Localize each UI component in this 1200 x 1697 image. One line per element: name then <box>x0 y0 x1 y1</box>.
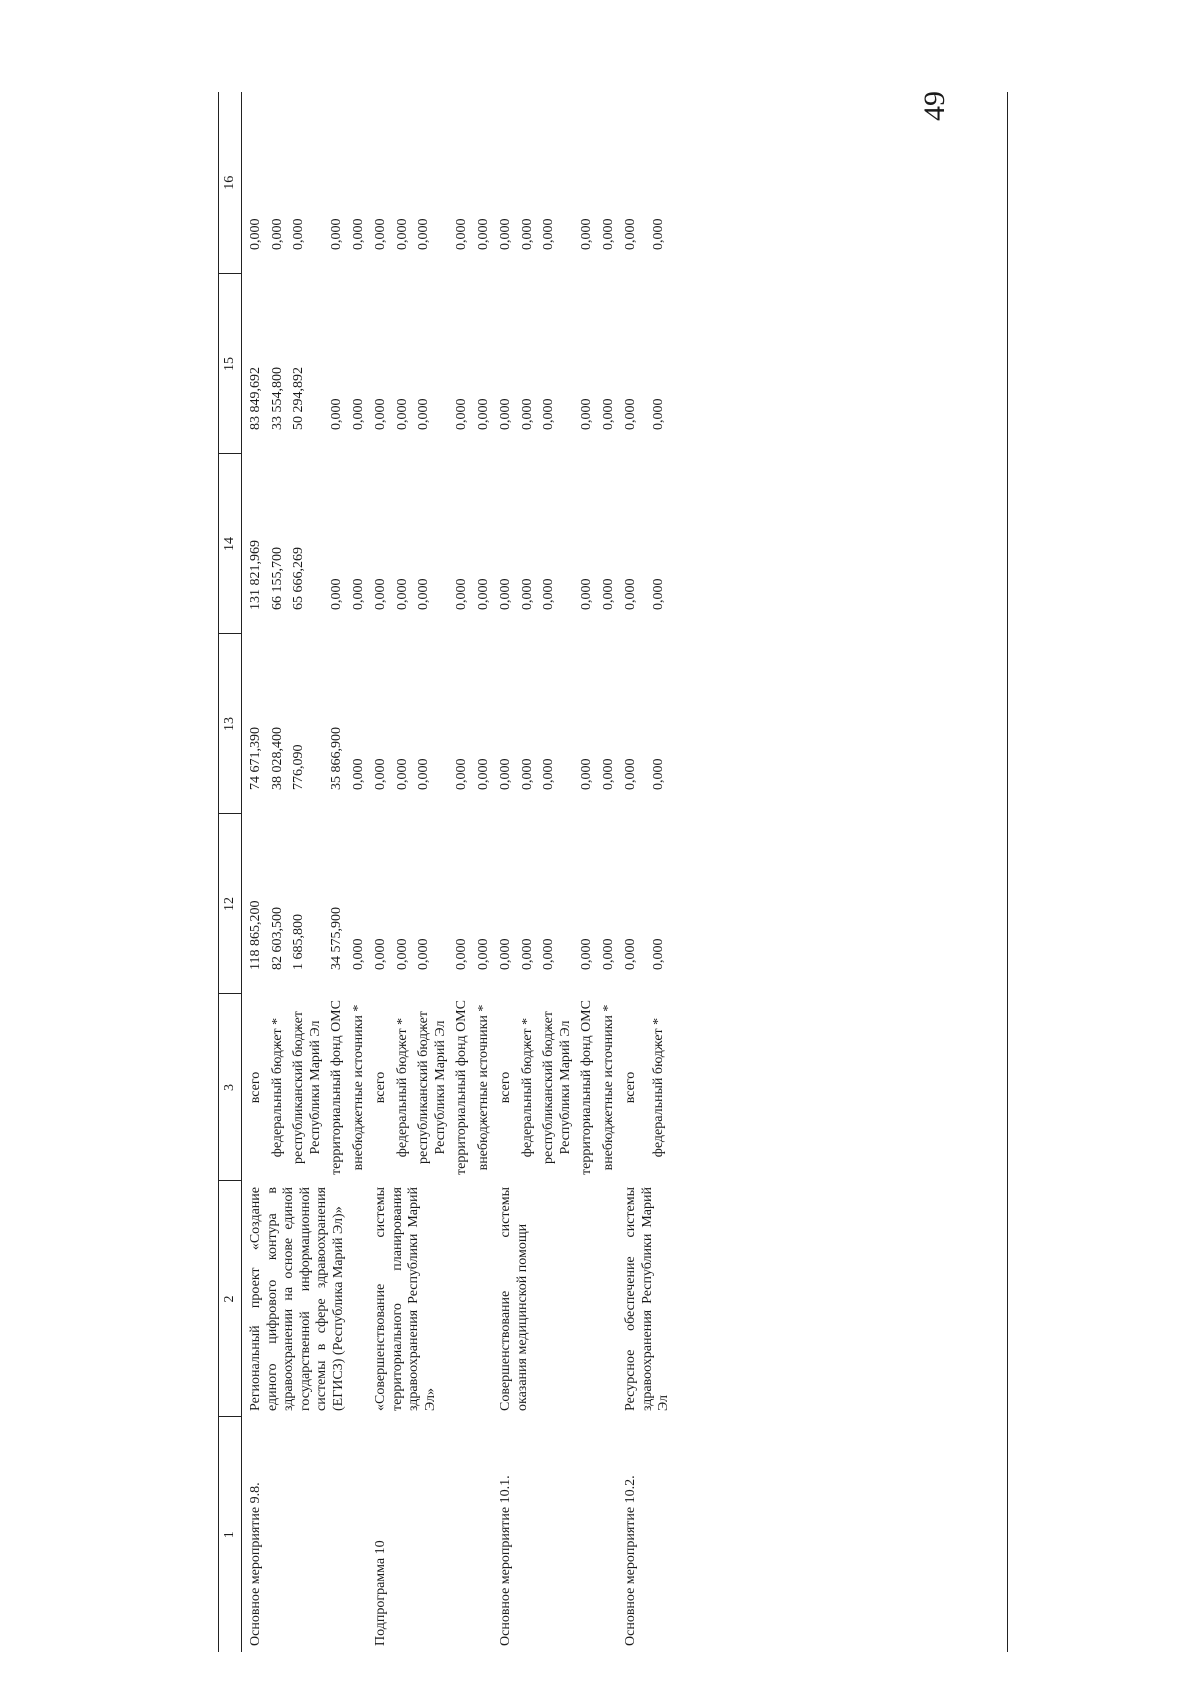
col-header: 13 <box>219 634 242 814</box>
value-12: 1 685,800 <box>291 914 307 970</box>
col-header: 15 <box>219 274 242 454</box>
funding-source: федеральный бюджет * <box>394 1017 410 1158</box>
value-12: 0,000 <box>519 938 535 970</box>
value-16: 0,000 <box>416 218 432 250</box>
value-12: 0,000 <box>579 938 595 970</box>
table-row <box>242 92 265 1652</box>
value-16: 0,000 <box>454 218 470 250</box>
value-14: 66 155,700 <box>269 547 285 610</box>
value-14: 0,000 <box>650 578 666 610</box>
value-13: 0,000 <box>394 758 410 790</box>
value-12: 118 865,200 <box>248 900 263 970</box>
funding-source: территориальный фонд ОМС <box>454 1000 470 1175</box>
col-header: 3 <box>219 994 242 1181</box>
value-13: 38 028,400 <box>269 727 285 790</box>
value-13: 0,000 <box>623 758 639 790</box>
value-14: 0,000 <box>498 578 514 610</box>
col-header: 16 <box>219 92 242 274</box>
value-16: 0,000 <box>623 218 639 250</box>
value-13: 35 866,900 <box>329 727 345 790</box>
funding-source: всего <box>498 1071 514 1104</box>
value-15: 0,000 <box>600 398 616 430</box>
event-description: Совершенствование системы оказания медицинской помощи <box>498 1187 530 1411</box>
event-description: Региональный проект «Создание единого цифрового контура в здравоохранении на основе единой государственной информационной системы в сфере здравоохранения (ЕГИСЗ) (Республика Марий Эл)» <box>248 1187 346 1411</box>
value-14: 0,000 <box>454 578 470 610</box>
value-16: 0,000 <box>350 218 366 250</box>
funding-source: всего <box>373 1071 389 1104</box>
value-15: 0,000 <box>579 398 595 430</box>
value-14: 0,000 <box>373 578 389 610</box>
value-15: 50 294,892 <box>291 367 307 430</box>
funding-source: федеральный бюджет * <box>519 1017 535 1158</box>
value-14: 0,000 <box>541 578 557 610</box>
value-15: 0,000 <box>394 398 410 430</box>
value-13: 0,000 <box>475 758 491 790</box>
value-15: 0,000 <box>475 398 491 430</box>
table-row <box>617 92 645 1652</box>
funding-source: федеральный бюджет * <box>650 1017 666 1158</box>
event-label: Основное мероприятие 9.8. <box>248 1482 263 1646</box>
value-14: 65 666,269 <box>291 547 307 610</box>
value-13: 0,000 <box>373 758 389 790</box>
value-13: 0,000 <box>498 758 514 790</box>
value-13: 0,000 <box>541 758 557 790</box>
funding-source: федеральный бюджет * <box>269 1017 285 1158</box>
value-16: 0,000 <box>248 218 263 250</box>
funding-source: внебюджетные источники * <box>600 1004 616 1171</box>
value-16: 0,000 <box>475 218 491 250</box>
col-header: 2 <box>219 1181 242 1417</box>
value-12: 34 575,900 <box>329 907 345 970</box>
value-16: 0,000 <box>600 218 616 250</box>
value-14: 131 821,969 <box>248 540 263 610</box>
value-15: 0,000 <box>454 398 470 430</box>
value-13: 0,000 <box>416 758 432 790</box>
value-16: 0,000 <box>650 218 666 250</box>
funding-source: территориальный фонд ОМС <box>579 1000 595 1175</box>
funding-source: всего <box>623 1071 639 1104</box>
funding-source: внебюджетные источники * <box>475 1004 491 1171</box>
value-15: 0,000 <box>541 398 557 430</box>
value-16: 0,000 <box>541 218 557 250</box>
value-14: 0,000 <box>475 578 491 610</box>
value-12: 0,000 <box>650 938 666 970</box>
funding-source: республиканский бюджет Республики Марий Эл <box>416 1011 448 1164</box>
value-12: 0,000 <box>416 938 432 970</box>
value-12: 0,000 <box>350 938 366 970</box>
funding-source: внебюджетные источники * <box>350 1004 366 1171</box>
table-row <box>367 92 390 1652</box>
value-13: 0,000 <box>600 758 616 790</box>
value-14: 0,000 <box>519 578 535 610</box>
value-15: 0,000 <box>416 398 432 430</box>
value-14: 0,000 <box>394 578 410 610</box>
event-description: Ресурсное обеспечение системы здравоохранения Республики Марий Эл <box>623 1187 672 1411</box>
value-15: 0,000 <box>498 398 514 430</box>
value-12: 0,000 <box>498 938 514 970</box>
value-15: 0,000 <box>373 398 389 430</box>
value-13: 74 671,390 <box>248 727 263 790</box>
value-16: 0,000 <box>269 218 285 250</box>
col-header: 14 <box>219 454 242 634</box>
table-bottom-border <box>1007 92 1008 1652</box>
value-12: 82 603,500 <box>269 907 285 970</box>
value-12: 0,000 <box>373 938 389 970</box>
value-14: 0,000 <box>416 578 432 610</box>
rotated-table-container <box>218 92 1008 1652</box>
col-header: 1 <box>219 1417 242 1652</box>
funding-source: территориальный фонд ОМС <box>329 1000 345 1175</box>
value-15: 0,000 <box>623 398 639 430</box>
value-12: 0,000 <box>394 938 410 970</box>
value-16: 0,000 <box>579 218 595 250</box>
event-description: «Совершенствование системы территориального планирования здравоохранения Республики Марий Эл» <box>373 1187 438 1411</box>
value-14: 0,000 <box>623 578 639 610</box>
value-16: 0,000 <box>329 218 345 250</box>
value-16: 0,000 <box>519 218 535 250</box>
value-14: 0,000 <box>350 578 366 610</box>
event-label: Основное мероприятие 10.1. <box>498 1475 514 1646</box>
funding-source: республиканский бюджет Республики Марий Эл <box>291 1011 323 1164</box>
event-label: Основное мероприятие 10.2. <box>623 1475 639 1646</box>
header-row <box>219 92 242 1652</box>
value-15: 33 554,800 <box>269 367 285 430</box>
value-13: 0,000 <box>650 758 666 790</box>
value-12: 0,000 <box>541 938 557 970</box>
value-14: 0,000 <box>329 578 345 610</box>
value-13: 0,000 <box>454 758 470 790</box>
funding-source: всего <box>248 1071 263 1104</box>
value-15: 0,000 <box>650 398 666 430</box>
value-15: 0,000 <box>350 398 366 430</box>
value-13: 0,000 <box>350 758 366 790</box>
value-12: 0,000 <box>475 938 491 970</box>
value-15: 0,000 <box>329 398 345 430</box>
value-15: 0,000 <box>519 398 535 430</box>
value-12: 0,000 <box>600 938 616 970</box>
value-12: 0,000 <box>454 938 470 970</box>
value-14: 0,000 <box>579 578 595 610</box>
event-label: Подпрограмма 10 <box>373 1540 389 1646</box>
value-16: 0,000 <box>291 218 307 250</box>
value-12: 0,000 <box>623 938 639 970</box>
value-15: 83 849,692 <box>248 367 263 430</box>
value-13: 0,000 <box>579 758 595 790</box>
budget-table <box>218 92 673 1652</box>
value-13: 776,090 <box>291 744 307 790</box>
value-13: 0,000 <box>519 758 535 790</box>
funding-source: республиканский бюджет Республики Марий Эл <box>541 1011 573 1164</box>
value-14: 0,000 <box>600 578 616 610</box>
col-header: 12 <box>219 814 242 994</box>
value-16: 0,000 <box>394 218 410 250</box>
table-row <box>492 92 515 1652</box>
value-16: 0,000 <box>373 218 389 250</box>
page-number: 49 <box>918 91 951 121</box>
value-16: 0,000 <box>498 218 514 250</box>
